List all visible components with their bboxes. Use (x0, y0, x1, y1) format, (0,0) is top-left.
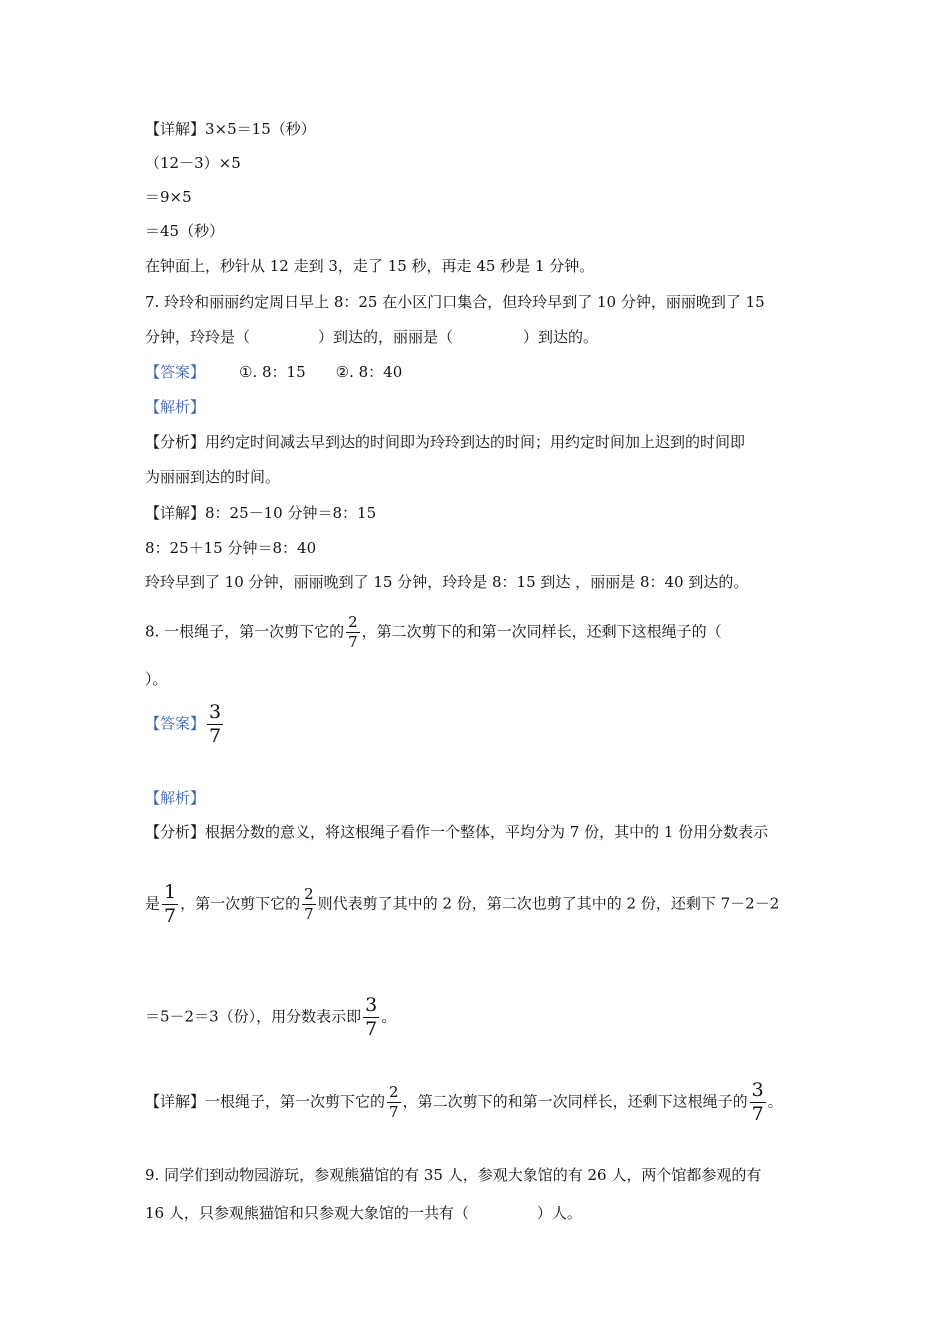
detail-line: 【详解】一根绳子，第一次剪下它的 $\frac{2}{7}$ ，第二次剪下的和第一次同样长，还剩下这根绳子的 $\frac{3}{7}$ 。 (145, 1079, 783, 1125)
fraction-2-7: $\frac{2}{7}$ (389, 1083, 399, 1121)
analysis-line: 为丽丽到达的时间。 (145, 468, 281, 486)
detail-line: 【详解】3×5＝15（秒） (145, 120, 316, 138)
detail-line: 玲玲早到了 10 分钟，丽丽晚到了 15 分钟，玲玲是 8：15 到达 ，丽丽是 8：40 到达的。 (145, 573, 749, 591)
analysis-tag: 【解析】 (145, 398, 206, 416)
answer-tag: 【答案】 (145, 363, 206, 381)
answer-line (145, 703, 225, 746)
answer-line: 【答案】 ①. 8：15 ②. 8：40 (145, 363, 403, 381)
analysis-line: ＝5－2＝3（份），用分数表示即 $\frac{3}{7}$ 。 (145, 994, 397, 1040)
fraction-1-7: $\frac{1}{7}$ (164, 881, 177, 927)
fraction-3-7: $\frac{3}{7}$ (751, 1079, 764, 1125)
question-9-text: 9. 同学们到动物园游玩，参观熊猫馆的有 35 人，参观大象馆的有 26 人，两个馆都参观的有 (145, 1166, 762, 1184)
fraction-3-7: $\frac{3}{7}$ (209, 701, 222, 747)
detail-line: 8：25＋15 分钟＝8：40 (145, 539, 317, 557)
calc-line: ＝9×5 (145, 188, 192, 206)
fraction-2-7: $\frac{2}{7}$ (348, 613, 358, 651)
question-7-text-2: 分钟，玲玲是（ ）到达的，丽丽是（ ）到达的。 (145, 328, 599, 346)
detail-line: 【详解】8：25－10 分钟＝8：15 (145, 504, 377, 522)
question-8-text: 8. 一根绳子，第一次剪下它的 $\frac{2}{7}$ ，第二次剪下的和第一次同样长，还剩下这根绳子的（ (145, 613, 722, 651)
answer-tag: 【答案】 (145, 714, 206, 733)
question-7-text: 7. 玲玲和丽丽约定周日早上 8：25 在小区门口集合，但玲玲早到了 10 分钟，丽丽晚到了 15 (145, 293, 765, 311)
question-8-text-2: ）。 (145, 670, 168, 688)
analysis-tag: 【解析】 (145, 789, 206, 807)
fraction-3-7: $\frac{3}{7}$ (365, 994, 378, 1040)
explanation-line: 在钟面上，秒针从 12 走到 3，走了 15 秒，再走 45 秒是 1 分钟。 (145, 257, 595, 275)
calc-line: ＝45（秒） (145, 222, 225, 240)
question-9-text-2: 16 人，只参观熊猫馆和只参观大象馆的一共有（ ）人。 (145, 1204, 582, 1222)
analysis-line: 是 $\frac{1}{7}$ ，第一次剪下它的 $\frac{2}{7}$ 则代表剪了其中的 2 份，第二次也剪了其中的 2 份，还剩下 7－2－2 (145, 881, 780, 927)
analysis-line: 【分析】根据分数的意义，将这根绳子看作一个整体，平均分为 7 份，其中的 1 份用分数表示 (145, 823, 769, 841)
calc-line: （12－3）×5 (145, 154, 241, 172)
fraction-2-7: $\frac{2}{7}$ (304, 885, 314, 923)
analysis-line: 【分析】用约定时间减去早到达的时间即为玲玲到达的时间；用约定时间加上迟到的时间即 (145, 433, 746, 451)
